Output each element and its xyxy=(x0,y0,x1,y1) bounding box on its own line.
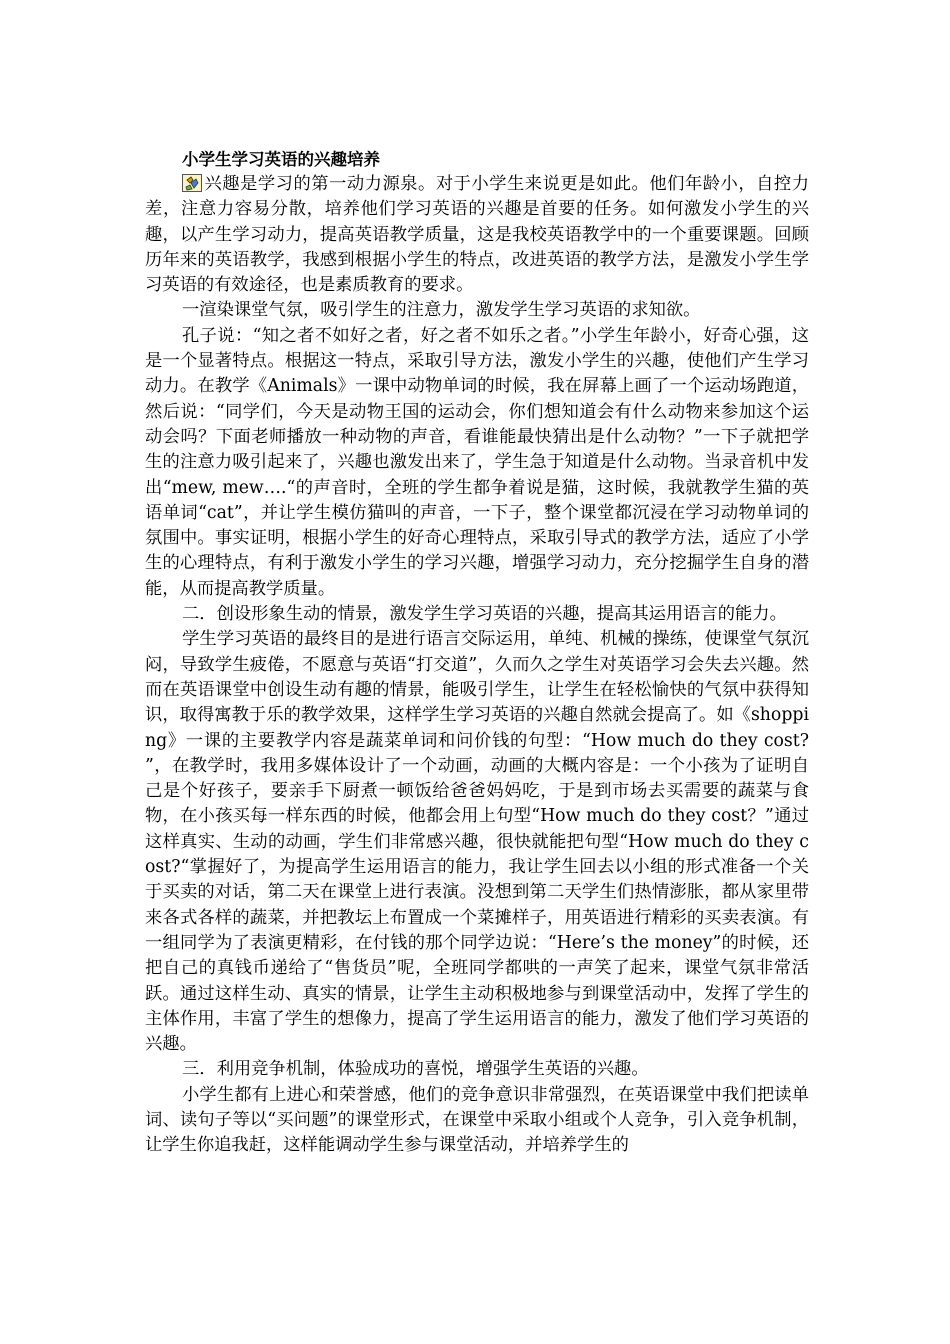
section-2-body: 学生学习英语的最终目的是进行语言交际运用，单纯、机械的操练，使课堂气氛沉闷，导致学生疲倦，不愿意与英语“打交道”，久而久之学生对英语学习会失去兴趣。然而在英语课堂中创设生动有趣的情景，能吸引学生，让学生在轻松愉快的气氛中获得知识，取得寓教于乐的教学效果，这样学生学习英语的兴趣自然就会提高了。如《shopping》一课的主要教学内容是蔬菜单词和问价钱的句型：“How much do they cost? ”，在教学时，我用多媒体设计了一个动画，动画的大概内容是：一个小孩为了证明自己是个好孩子，要亲手下厨煮一顿饭给爸爸妈妈吃，于是到市场去买需要的蔬菜与食物，在小孩买每一样东西的时候，他都会用上句型“How much do they cost？”通过这样真实、生动的动画，学生们非常感兴趣，很快就能把句型“How much do they cost?“掌握好了，为提高学生运用语言的能力，我让学生回去以小组的形式准备一个关于买卖的对话，第二天在课堂上进行表演。没想到第二天学生们热情澎胀，都从家里带来各式各样的蔬菜，并把教坛上布置成一个菜摊样子，用英语进行精彩的买卖表演。有一组同学为了表演更精彩，在付钱的那个同学边说：“Here’s the money”的时候，还把自己的真钱币递给了“售货员”呢，全班同学都哄的一声笑了起来，课堂气氛非常活跃。通过这样生动、真实的情景，让学生主动积极地参与到课堂活动中，发挥了学生的主体作用，丰富了学生的想像力，提高了学生运用语言的能力，激发了他们学习英语的兴趣。 xyxy=(145,629,809,1055)
section-heading-1: 一渲染课堂气氛，吸引学生的注意力，激发学生学习英语的求知欲。 xyxy=(182,300,701,321)
section-heading-2: 二．创设形象生动的情景，激发学生学习英语的兴趣，提高其运用语言的能力。 xyxy=(182,604,787,625)
intro-text: 兴趣是学习的第一动力源泉。对于小学生来说更是如此。他们年龄小，自控力差，注意力容易分散，培养他们学习英语的兴趣是首要的任务。如何激发小学生的兴趣，以产生学习动力，提高英语教学质量，这是我校英语教学中的一个重要课题。回顾历年来的英语教学，我感到根据小学生的特点，改进英语的教学方法，是激发小学生学习英语的有效途径，也是素质教育的要求。 xyxy=(145,174,809,296)
section-1-body: 孔子说：“知之者不如好之者，好之者不如乐之者。”小学生年龄小，好奇心强，这是一个显著特点。根据这一特点，采取引导方法，激发小学生的兴趣，使他们产生学习动力。在教学《Animals》一课中动物单词的时候，我在屏幕上画了一个运动场跑道，然后说：“同学们，今天是动物王国的运动会，你们想知道会有什么动物来参加这个运动会吗？下面老师播放一种动物的声音，看谁能最快猜出是什么动物？”一下子就把学生的注意力吸引起来了，兴趣也激发出来了，学生急于知道是什么动物。当录音机中发出“mew, mew….“的声音时，全班的学生都争着说是猫，这时候，我就教学生猫的英语单词“cat”，并让学生模仿猫叫的声音，一下子，整个课堂都沉浸在学习动物单词的氛围中。事实证明，根据小学生的好奇心理特点，采取引导式的教学方法，适应了小学生的心理特点，有利于激发小学生的学习兴趣，增强学习动力，充分挖掘学生自身的潜能，从而提高教学质量。 xyxy=(145,325,809,599)
document-body xyxy=(145,148,809,1159)
section-3-body: 小学生都有上进心和荣誉感，他们的竞争意识非常强烈，在英语课堂中我们把读单词、读句子等以“买问题”的课堂形式，在课堂中采取小组或个人竞争，引入竞争机制，让学生你追我赶，这样能调动学生参与课堂活动，并培养学生的 xyxy=(145,1084,809,1156)
intro-paragraph xyxy=(145,172,809,298)
section-heading-3: 三．利用竞争机制，体验成功的喜悦，增强学生英语的兴趣。 xyxy=(182,1059,649,1080)
document-title: 小学生学习英语的兴趣培养 xyxy=(182,150,380,169)
embedded-object-icon[interactable] xyxy=(182,174,202,192)
